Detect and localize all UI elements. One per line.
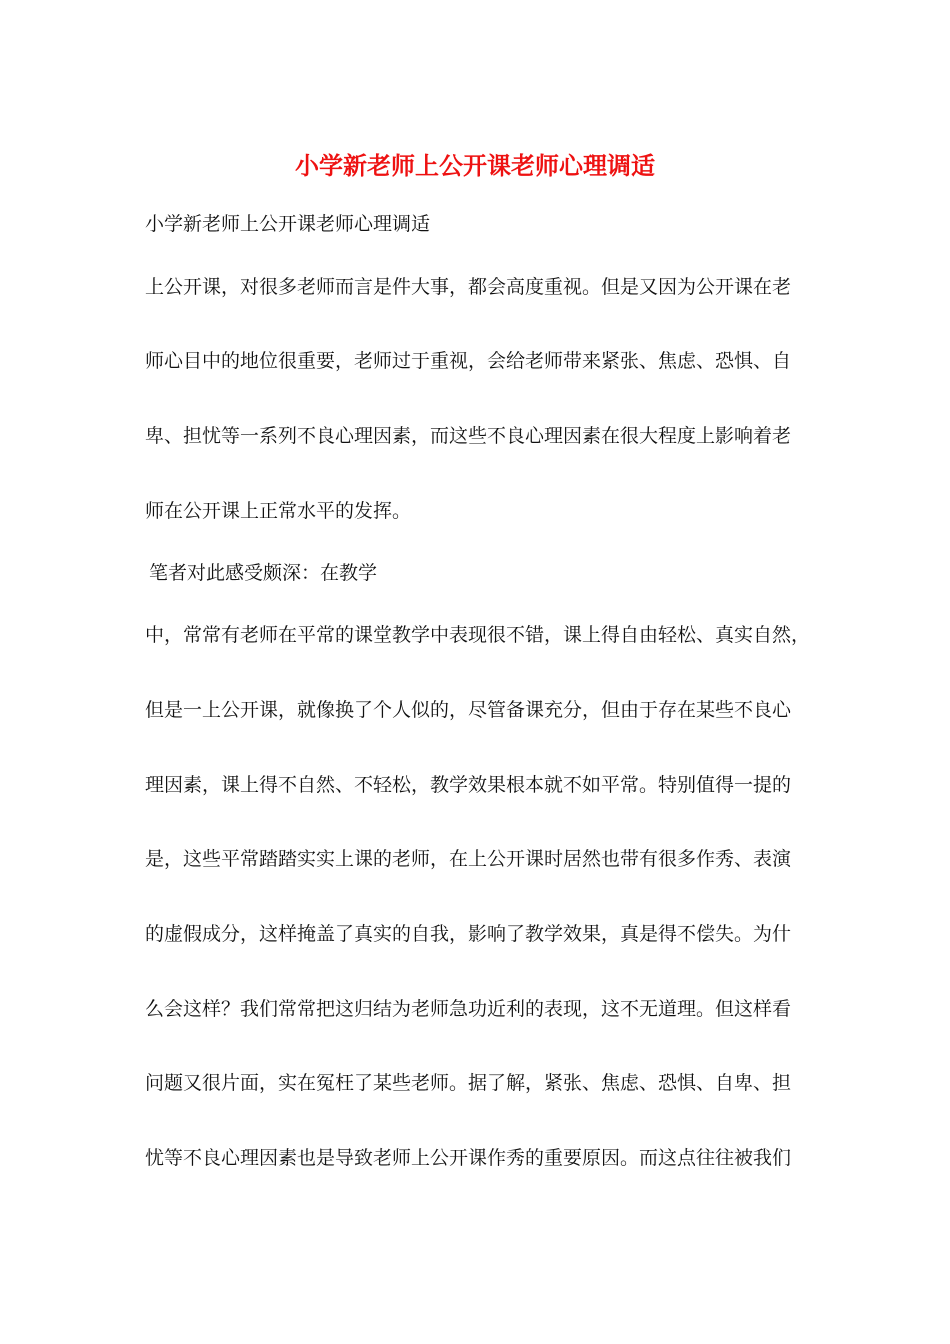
body-line: 中，常常有老师在平常的课堂教学中表现很不错，课上得自由轻松、真实自然， [145, 624, 811, 646]
body-line: 师在公开课上正常水平的发挥。 [145, 500, 412, 522]
body-line: 理因素，课上得不自然、不轻松，教学效果根本就不如平常。特别值得一提的 [145, 774, 792, 796]
body-line: 师心目中的地位很重要，老师过于重视，会给老师带来紧张、焦虑、恐惧、自 [145, 350, 792, 372]
body-line: 的虚假成分，这样掩盖了真实的自我，影响了教学效果，真是得不偿失。为什 [145, 923, 792, 945]
body-line: 问题又很片面，实在冤枉了某些老师。据了解，紧张、焦虑、恐惧、自卑、担 [145, 1072, 792, 1094]
body-line: 是，这些平常踏踏实实上课的老师，在上公开课时居然也带有很多作秀、表演 [145, 848, 792, 870]
body-line: 上公开课，对很多老师而言是件大事，都会高度重视。但是又因为公开课在老 [145, 276, 792, 298]
body-line: 卑、担忧等一系列不良心理因素，而这些不良心理因素在很大程度上影响着老 [145, 425, 792, 447]
body-line: 笔者对此感受颇深：在教学 [149, 562, 378, 584]
body-line: 但是一上公开课，就像换了个人似的，尽管备课充分，但由于存在某些不良心 [145, 699, 792, 721]
body-line: 么会这样？我们常常把这归结为老师急功近利的表现，这不无道理。但这样看 [145, 998, 792, 1020]
body-line: 忧等不良心理因素也是导致老师上公开课作秀的重要原因。而这点往往被我们 [145, 1147, 792, 1169]
document-title: 小学新老师上公开课老师心理调适 [295, 151, 655, 180]
subtitle-line: 小学新老师上公开课老师心理调适 [145, 213, 431, 235]
